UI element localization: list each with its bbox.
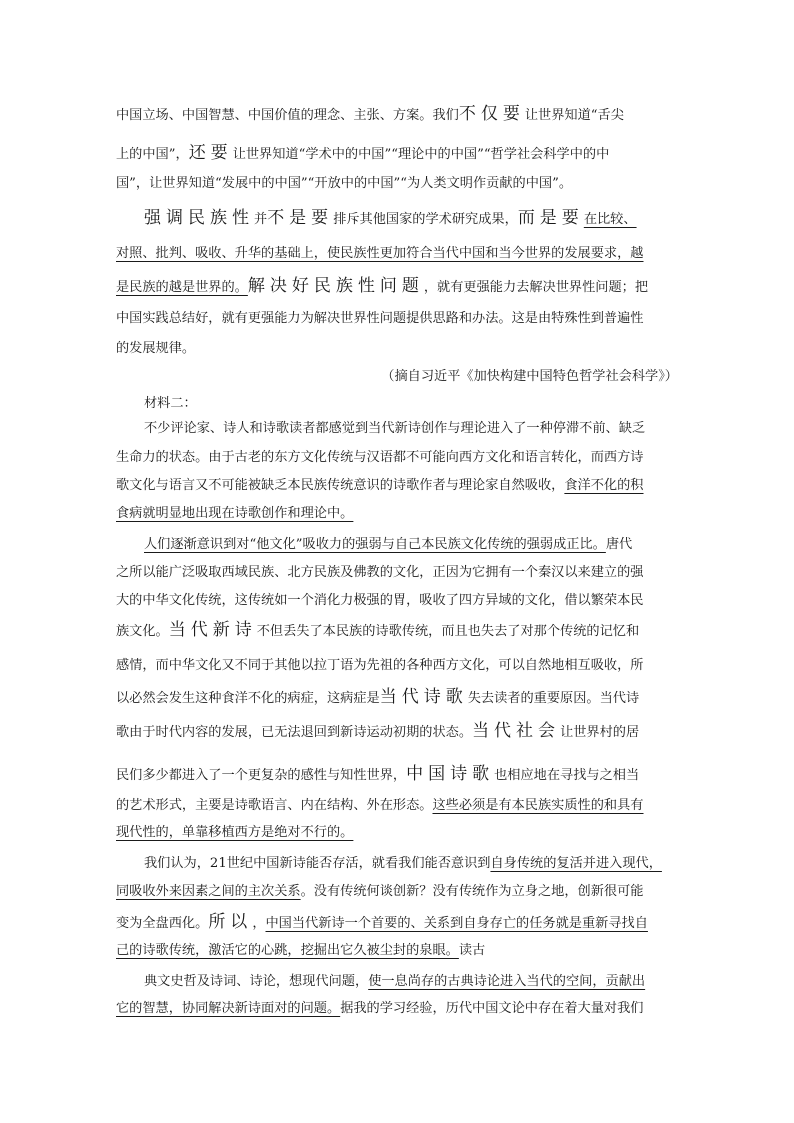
text-line (116, 312, 644, 325)
text-segment: 生命力的状态。由于古老的东方文化传统与汉语都不可能向西方文化和语言转化，而西方诗 (116, 450, 644, 465)
text-segment: 国”，让世界知道“发展中的中国”“开放中的中国”“为人类文明作贡献的中国”。 (116, 176, 573, 191)
text-segment: 材料二： (144, 396, 197, 411)
text-line (116, 451, 644, 464)
text-segment: 失去读者的重要原因。当代诗 (467, 691, 640, 706)
text-line (116, 1002, 644, 1015)
text-line (116, 145, 609, 162)
text-segment: 感情，而中华文化又不同于其他以拉丁语为先祖的各种西方文化，可以自然地相互吸收，所 (116, 658, 644, 673)
text-line (116, 247, 644, 260)
text-line (116, 278, 648, 295)
text-segment: 变为全盘西化。 (116, 916, 209, 931)
underlined-text: 中国当代新诗一个首要的、关系到自身存亡的任务就是重新寻找自 (265, 916, 648, 931)
underlined-text: 是民族的越是世界的。 (116, 280, 248, 295)
text-line (116, 106, 624, 123)
source-note: （摘自习近平《加快构建中国特色哲学社会科学》） (381, 369, 678, 384)
text-segment: 以必然会发生这种食洋不化的病症，这病症是 (116, 691, 380, 706)
text-line (116, 177, 572, 190)
text-line (116, 594, 644, 607)
emphasis-text: 不仅要 (458, 104, 525, 124)
text-line (144, 857, 662, 870)
text-segment: 唐代 (605, 537, 633, 552)
text-segment: 不少评论家、诗人和诗歌读者都感觉到当代新诗创作与理论进入了一种停滞不前、缺乏 (144, 421, 646, 436)
emphasis-text: 不是要 (267, 208, 334, 228)
text-segment: 也相应地在寻找与之相当 (494, 768, 640, 783)
text-line (116, 914, 648, 931)
text-line (116, 766, 639, 783)
emphasis-text: 而是要 (517, 208, 584, 228)
text-segment: 歌由于时代内容的发展，已无法退回到新诗运动初期的状态。 (116, 725, 473, 740)
emphasis-text: 强调民族性 (144, 208, 254, 228)
text-line (144, 975, 645, 988)
underlined-text: 对照、批判、吸收、升华的基础上，使民族性更加符合当代中国和当今世界的发展要求，越 (116, 246, 644, 261)
text-segment: ，就有更强能力去解决世界性问题；把 (423, 280, 649, 295)
text-segment: 中国立场、中国智慧、中国价值的理念、主张、方案。我们 (116, 108, 459, 123)
text-segment: 。没有传统何谈创新？没有传统作为立身之地，创新很可能 (300, 884, 644, 899)
underlined-text: 食病就明显地出现在诗歌创作和理论中。 (116, 506, 354, 521)
emphasis-text: 解决好民族性问题 (247, 276, 424, 296)
text-segment: 据我的学习经验，历代中国文论中存在着大量对我们 (340, 1001, 644, 1016)
text-segment: 排斥其他国家的学术研究成果， (333, 212, 518, 227)
text-line (144, 210, 637, 227)
text-segment: 让世界知道“学术中的中国”“理论中的中国”“哲学社会科学中的中 (232, 147, 610, 162)
underlined-text: 现代性的，单靠移植西方是绝对不行的。 (116, 825, 354, 840)
text-line (116, 723, 639, 740)
text-segment: 中国实践总结好，就有更强能力为解决世界性问题提供思路和办法。这是由特殊性到普遍性 (116, 311, 644, 326)
text-segment: 我们认为，21世纪中国新诗能否存活，就看我们能否意识到 (144, 856, 491, 871)
underlined-text: 食洋不化的积 (564, 478, 644, 493)
text-line (116, 826, 353, 839)
emphasis-text: 当代诗歌 (379, 687, 468, 707)
text-segment: 上的中国”， (116, 147, 189, 162)
text-line (116, 885, 644, 898)
emphasis-text: 还要 (188, 143, 233, 163)
text-line (144, 422, 645, 435)
underlined-text: 己的诗歌传统，激活它的心跳，挖掘出它久被尘封的泉眼。 (116, 943, 459, 958)
text-segment: 让世界村的居 (560, 725, 640, 740)
text-line (116, 342, 195, 355)
text-line (116, 622, 639, 639)
text-segment: 读古 (458, 943, 486, 958)
text-line (144, 397, 197, 410)
underlined-text: 这些必须是有本民族实质性的和具有 (432, 798, 644, 813)
underlined-text: 使一息尚存的古典诗论进入当代的空间，贡献出 (368, 974, 646, 989)
underlined-text: 自身传统的复活并进入现代， (490, 856, 662, 871)
text-line (116, 507, 353, 520)
emphasis-text: 当代新诗 (168, 620, 257, 640)
text-segment: 民们多少都进入了一个更复杂的感性与知性世界， (116, 768, 407, 783)
text-line (116, 659, 644, 672)
text-line (116, 944, 485, 957)
text-segment: 之所以能广泛吸取西域民族、北方民族及佛教的文化，正因为它拥有一个秦汉以来建立的强 (116, 565, 644, 580)
underlined-text: 在比较、 (583, 212, 637, 227)
text-line (116, 479, 644, 492)
text-line (116, 799, 644, 812)
text-line (116, 566, 644, 579)
text-segment: 的艺术形式，主要是诗歌语言、内在结构、外在形态。 (116, 798, 433, 813)
text-segment: 歌文化与语言又不可能被缺乏本民族传统意识的诗歌作者与理论家自然吸收， (116, 478, 565, 493)
text-segment: 族文化。 (116, 624, 169, 639)
emphasis-text: 中国诗歌 (406, 764, 495, 784)
text-line (144, 538, 632, 551)
text-segment: 不但丢失了本民族的诗歌传统，而且也失去了对那个传统的记忆和 (256, 624, 640, 639)
text-segment: 典文史哲及诗词、诗论，想现代问题， (144, 974, 369, 989)
emphasis-text: 当代社会 (472, 721, 561, 741)
text-line (116, 689, 639, 706)
text-segment: 大的中华文化传统，这传统如一个消化力极强的胃，吸收了四方异域的文化，借以繁荣本民 (116, 593, 644, 608)
underlined-text: 同吸收外来因素之间的主次关系 (116, 884, 301, 899)
text-segment: 并 (254, 212, 268, 227)
emphasis-text: 所以 (208, 912, 253, 932)
text-segment: 让世界知道“舌尖 (524, 108, 624, 123)
text-segment: 的发展规律。 (116, 341, 196, 356)
text-segment: ， (252, 916, 266, 931)
underlined-text: 人们逐渐意识到对“他文化”吸收力的强弱与自己本民族文化传统的强弱成正比。 (144, 537, 606, 552)
underlined-text: 它的智慧，协同解决新诗面对的问题。 (116, 1001, 341, 1016)
